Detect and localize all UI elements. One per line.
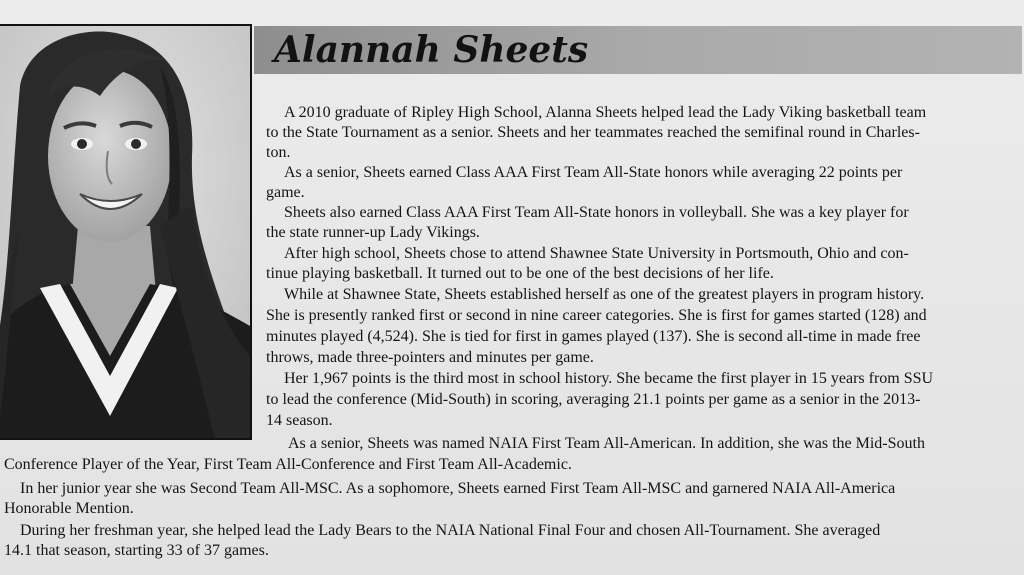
text-line: the state runner-up Lady Vikings. <box>266 224 480 241</box>
text-line: After high school, Sheets chose to attend Shawnee State University in Portsmouth, Ohio and con- <box>284 245 909 262</box>
text-line: to lead the conference (Mid-South) in scoring, averaging 21.1 points per game as a senior in the 2013- <box>266 391 921 408</box>
text-line: minutes played (4,524). She is tied for first in games played (137). She is second all-time in made free <box>266 328 921 345</box>
text-line: tinue playing basketball. It turned out to be one of the best decisions of her life. <box>266 265 774 282</box>
text-line: A 2010 graduate of Ripley High School, Alanna Sheets helped lead the Lady Viking basketball team <box>284 104 927 121</box>
text-line: Conference Player of the Year, First Team All-Conference and First Team All-Academic. <box>4 456 572 473</box>
text-line: throws, made three-pointers and minutes per game. <box>266 349 594 366</box>
page-title: Alannah Sheets <box>274 29 589 71</box>
text-line: to the State Tournament as a senior. Sheets and her teammates reached the semifinal round in Charles- <box>266 124 920 141</box>
text-line: She is presently ranked first or second in nine career categories. She is first for games started (128) and <box>266 307 927 324</box>
text-line: 14 season. <box>266 412 333 429</box>
portrait-image <box>0 26 250 440</box>
text-line: game. <box>266 184 305 201</box>
text-line: As a senior, Sheets earned Class AAA First Team All-State honors while averaging 22 points per <box>284 164 903 181</box>
text-line: Sheets also earned Class AAA First Team All-State honors in volleyball. She was a key player for <box>284 204 909 221</box>
text-line: ton. <box>266 144 291 161</box>
portrait-photo <box>0 24 252 440</box>
text-line: While at Shawnee State, Sheets established herself as one of the greatest players in program history. <box>284 286 925 303</box>
text-line: During her freshman year, she helped lead the Lady Bears to the NAIA National Final Four and chosen All-Tournament. She averaged <box>20 522 881 539</box>
text-line: Honorable Mention. <box>4 500 134 517</box>
text-line: Her 1,967 points is the third most in school history. She became the first player in 15 years from SSU <box>284 370 934 387</box>
text-line: In her junior year she was Second Team All-MSC. As a sophomore, Sheets earned First Team All-MSC and garnered NAIA All-America <box>20 480 896 497</box>
text-line: As a senior, Sheets was named NAIA First Team All-American. In addition, she was the Mid-South <box>288 435 925 452</box>
text-line: 14.1 that season, starting 33 of 37 games. <box>4 542 269 559</box>
